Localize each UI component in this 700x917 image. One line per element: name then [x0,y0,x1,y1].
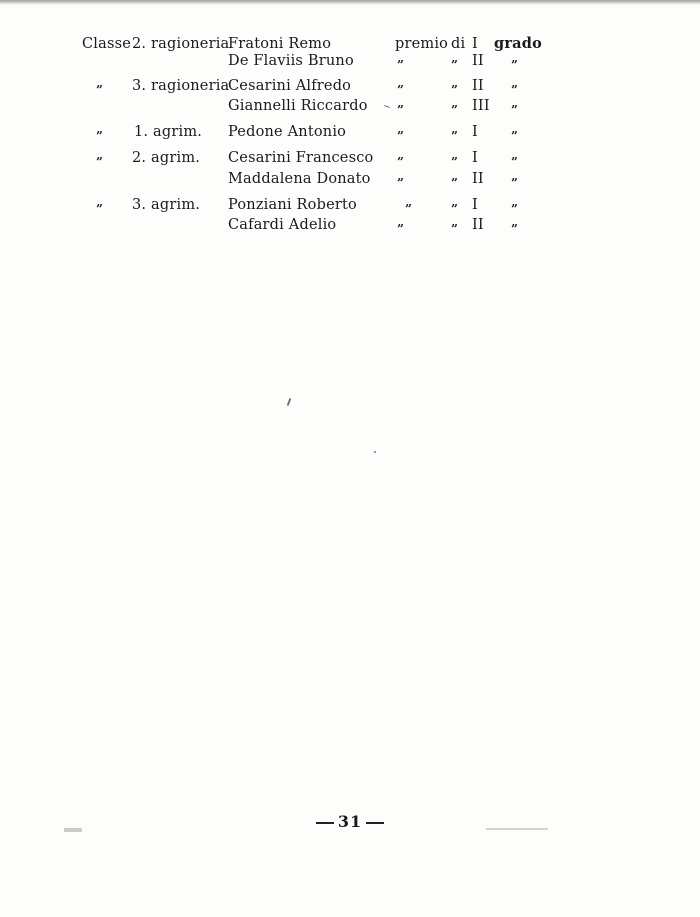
ditto-mark: ” [96,129,104,143]
grado-header: grado [494,35,542,52]
footer-dash-left [316,822,334,824]
ditto-mark: ” [96,202,104,216]
degree-value: II [472,53,484,69]
degree-value: II [472,78,484,94]
ditto-mark: ” [96,83,104,97]
premio-header: premio [395,36,449,52]
ditto-mark: ” [397,83,405,97]
ditto-mark: ” [451,176,459,190]
ditto-mark: ” [451,58,459,72]
class-name: 3. agrim. [132,197,201,213]
classe-label: Classe [82,36,132,52]
student-name: Cesarini Francesco [228,150,374,166]
ditto-mark: ” [397,58,405,72]
di-header: di [451,36,466,52]
ditto-mark: ” [511,83,519,97]
ditto-mark: ” [397,222,405,236]
ditto-mark: ” [451,103,459,117]
ditto-mark: ” [397,155,405,169]
ditto-mark: ” [397,176,405,190]
ditto-mark: ” [451,155,459,169]
ditto-mark: ” [451,129,459,143]
student-name: Giannelli Riccardo [228,98,368,114]
table-row [0,96,700,116]
ditto-mark: ” [96,155,104,169]
class-name: 2. agrim. [132,150,201,166]
student-name: De Flaviis Bruno [228,53,354,69]
degree-value: I [472,36,478,52]
ditto-mark: ” [397,129,405,143]
student-name: Pedone Antonio [228,124,347,140]
ditto-mark: ” [511,222,519,236]
student-name: Cafardi Adelio [228,217,337,233]
table-row [0,215,700,235]
page-number: 31 [337,812,363,831]
ditto-mark: ” [511,58,519,72]
ditto-mark: ” [451,222,459,236]
footer-dash-right [366,822,384,824]
class-name: 3. ragioneria [132,78,230,94]
page-footer [0,812,700,831]
table-row [0,195,700,215]
table-row [0,169,700,189]
table-row [0,76,700,96]
degree-value: I [472,124,478,140]
student-name: Ponziani Roberto [228,197,357,213]
table-row [0,148,700,168]
scan-speck [374,451,376,453]
ditto-mark: ” [511,176,519,190]
ditto-mark: ” [451,83,459,97]
table-row [0,122,700,142]
degree-value: II [472,217,484,233]
ditto-mark: ” [511,103,519,117]
class-name: 2. ragioneria [132,36,230,52]
degree-value: III [472,98,490,114]
ditto-mark: ” [397,103,405,117]
student-name: Maddalena Donato [228,171,371,187]
ditto-mark: ” [405,202,413,216]
student-name: Fratoni Remo [228,36,332,52]
degree-value: I [472,197,478,213]
scan-speck [287,398,292,406]
table-row [0,51,700,71]
student-name: Cesarini Alfredo [228,78,352,94]
class-name: 1. agrim. [134,124,203,140]
ditto-mark: ” [511,155,519,169]
degree-value: I [472,150,478,166]
degree-value: II [472,171,484,187]
ditto-mark: ” [511,202,519,216]
ditto-mark: ” [511,129,519,143]
ditto-mark: ” [451,202,459,216]
scan-top-edge [0,0,700,5]
